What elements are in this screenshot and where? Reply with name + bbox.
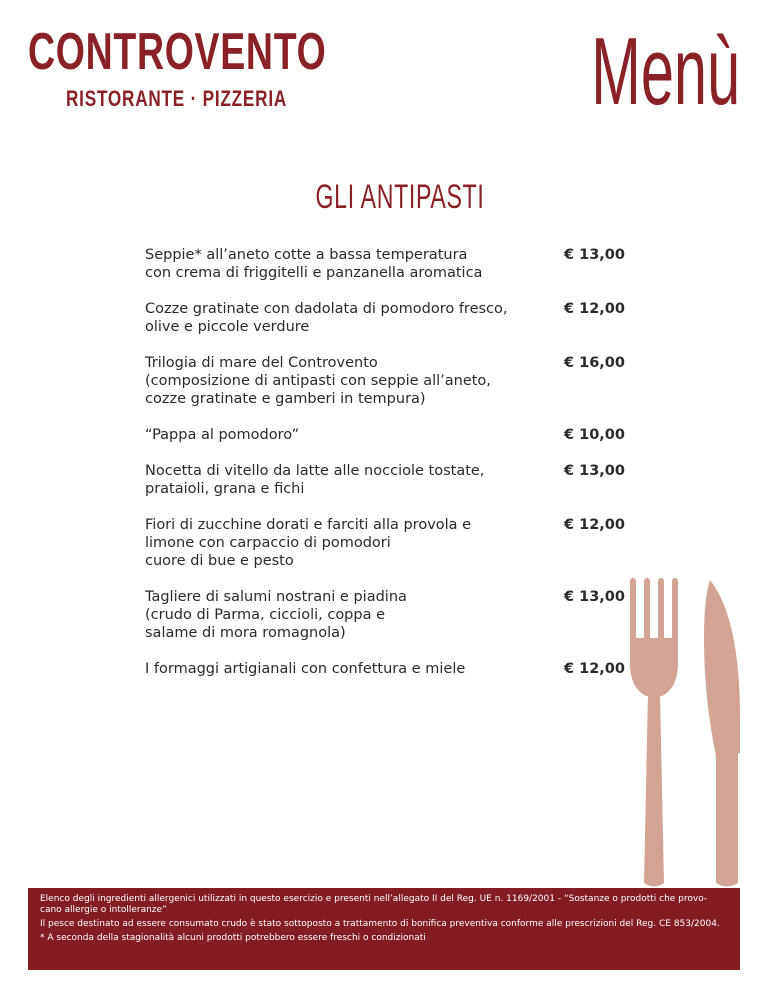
menu-title: Menù — [591, 18, 740, 125]
footer-raw-fish-note: Il pesce destinato ad essere consumato crudo è stato sottoposto a trattamento di bonifica preventiva conforme alle prescrizioni del Reg. CE 853/2004. — [40, 919, 720, 929]
menu-item-price: € 13,00 — [563, 463, 625, 479]
menu-item-price: € 16,00 — [563, 355, 625, 371]
menu-item — [145, 246, 625, 282]
menu-item-price: € 12,00 — [563, 301, 625, 317]
menu-item-price: € 12,00 — [563, 661, 625, 677]
brand-subtitle: RISTORANTE · PIZZERIA — [66, 86, 288, 111]
allergen-footer — [28, 888, 740, 970]
menu-items — [145, 246, 625, 696]
menu-item-name: Seppie* all’aneto cotte a bassa temperatura con crema di friggitelli e panzanella aromatica — [145, 247, 483, 281]
brand-name: CONTROVENTO — [28, 23, 327, 81]
menu-item-name: Cozze gratinate con dadolata di pomodoro fresco, olive e piccole verdure — [145, 301, 508, 335]
menu-item-name: Nocetta di vitello da latte alle nocciole tostate, prataioli, grana e fichi — [145, 463, 485, 497]
brand-logo — [28, 22, 443, 112]
menu-item — [145, 660, 625, 678]
menu-item-price: € 13,00 — [563, 247, 625, 263]
menu-item-price: € 13,00 — [563, 589, 625, 605]
menu-item — [145, 300, 625, 336]
menu-item-name: “Pappa al pomodoro” — [145, 427, 300, 443]
menu-item-name: Fiori di zucchine dorati e farciti alla provola e limone con carpaccio di pomodori cuore di bue e pesto — [145, 517, 472, 569]
section-title: GLI ANTIPASTI — [315, 178, 485, 216]
footer-allergen-note: Elenco degli ingredienti allergenici utilizzati in questo esercizio e presenti nell’allegato II del Reg. UE n. 1169/2001 - “Sostanze o prodotti che provo-cano allergie o intolleranze” — [40, 894, 708, 915]
menu-item-name: Tagliere di salumi nostrani e piadina (crudo di Parma, ciccioli, coppa e salame di mora romagnola) — [145, 589, 407, 641]
menu-item — [145, 516, 625, 570]
menu-item-name: I formaggi artigianali con confettura e miele — [145, 661, 466, 677]
menu-item — [145, 588, 625, 642]
footer-seasonal-note: * A seconda della stagionalità alcuni prodotti potrebbero essere freschi o condizionati — [40, 933, 426, 943]
menu-item — [145, 462, 625, 498]
menu-item-price: € 12,00 — [563, 517, 625, 533]
fork-knife-icon — [618, 578, 748, 888]
menu-item — [145, 354, 625, 408]
menu-item — [145, 426, 625, 444]
menu-item-price: € 10,00 — [563, 427, 625, 443]
menu-item-name: Trilogia di mare del Controvento (composizione di antipasti con seppie all’aneto, cozze gratinate e gamberi in tempura) — [145, 355, 491, 407]
